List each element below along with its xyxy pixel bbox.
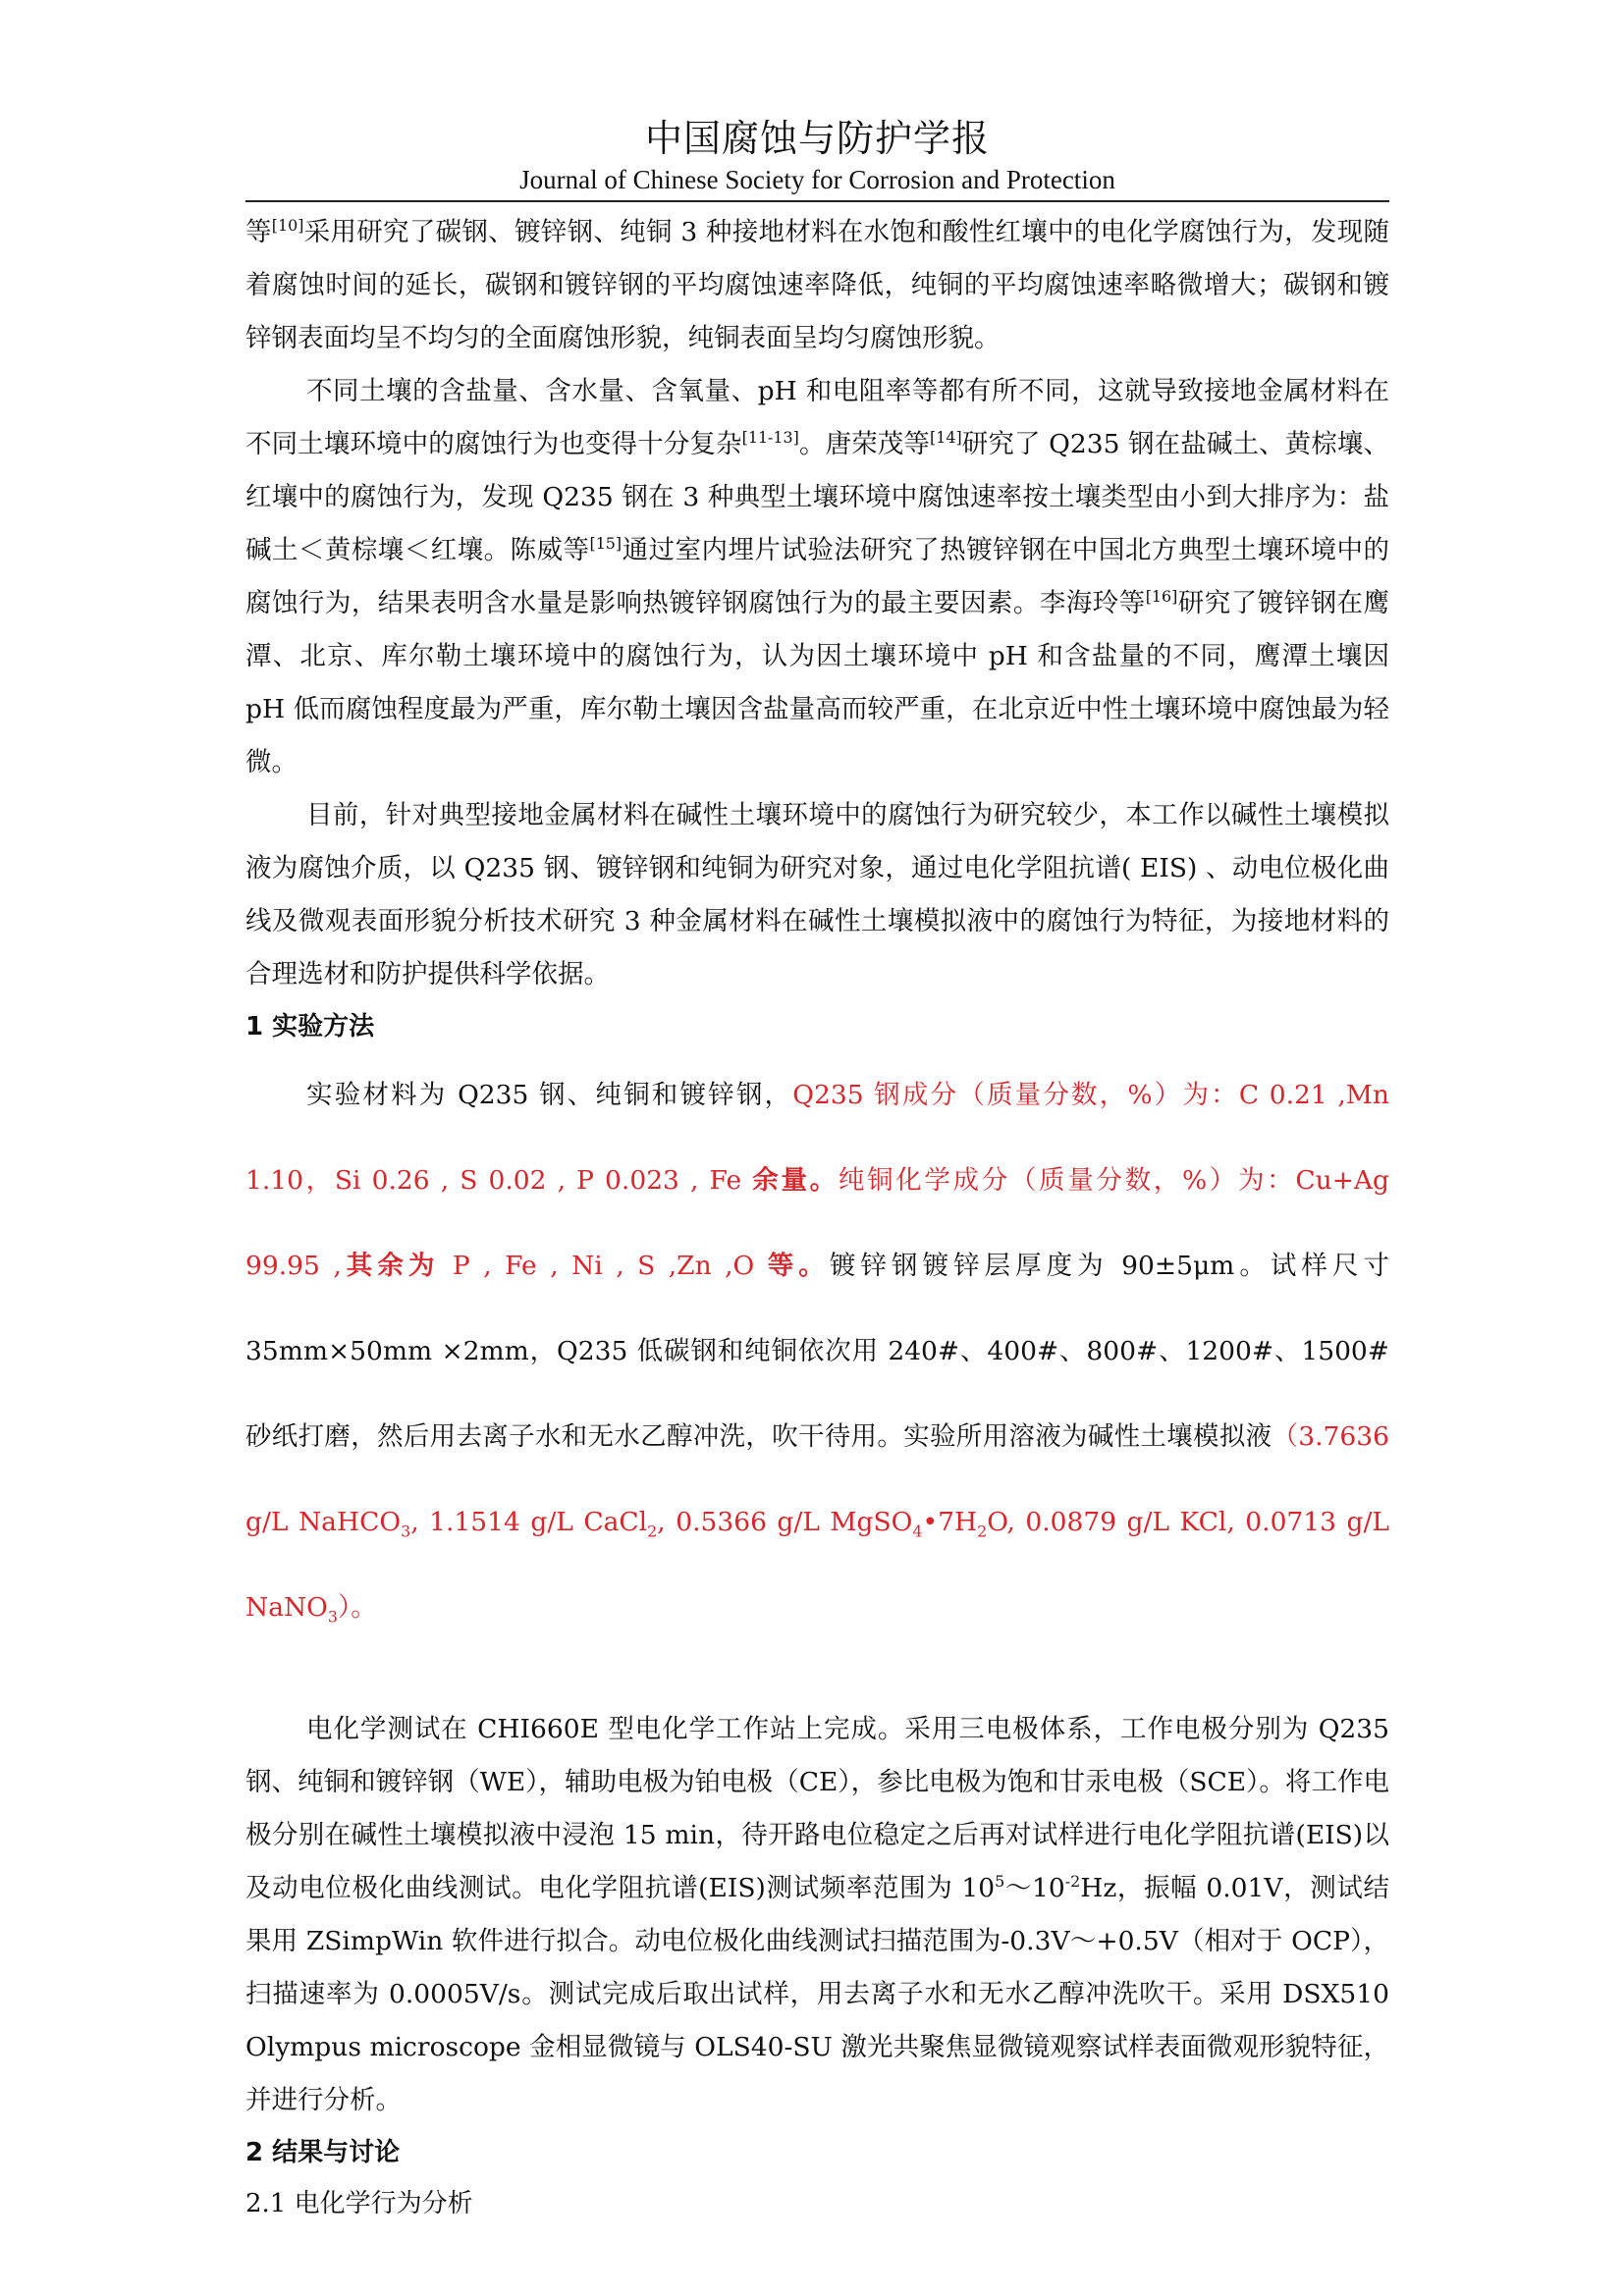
text-run: , 0.5366 g/L MgSO xyxy=(657,1507,913,1537)
journal-title-en: Journal of Chinese Society for Corrosion and Protection xyxy=(519,165,1115,194)
composition-text: Q235 钢成分（质量分数，%）为：C 0.21 ,Mn 1.10，Si 0.26 , S 0.02 , P 0.023 , Fe xyxy=(245,1080,1389,1196)
text-run: 不同土壤的含盐量、含水量、含氧量、pH 和电阻率等都有所不同，这就导致接地金属材料在不同土壤环境中的腐蚀行为也变得十分复杂 xyxy=(245,376,1389,459)
text-run: 等 xyxy=(245,217,272,247)
paragraph-2 xyxy=(245,365,1389,789)
citation: [11-13] xyxy=(741,428,799,448)
text-run: 采用研究了碳钢、镀锌钢、纯铜 3 种接地材料在水饱和酸性红壤中的电化学腐蚀行为，发现随着腐蚀时间的延长，碳钢和镀锌钢的平均腐蚀速率降低，纯铜的平均腐蚀速率略微增大；碳钢和镀锌钢表面均呈不均匀的全面腐蚀形貌，纯铜表面呈均匀腐蚀形貌。 xyxy=(245,217,1390,353)
section-heading-1: 1 实验方法 xyxy=(245,1012,375,1041)
text-run: Hz，振幅 0.01V，测试结果用 ZSimpWin 软件进行拟合。动电位极化曲线测试扫描范围为-0.3V～+0.5V（相对于 OCP），扫描速率为 0.0005V/s。测试完成后取出试样，用去离子水和无水乙醇冲洗吹干。采用 DSX510 Olympus microscope 金相显微镜与 OLS40-SU 激光共聚焦显微镜观察试样表面微观形貌特征，并进行分析。 xyxy=(245,1873,1389,2115)
citation: [14] xyxy=(930,428,962,448)
paragraph-3: 目前，针对典型接地金属材料在碱性土壤环境中的腐蚀行为研究较少，本工作以碱性土壤模拟液为腐蚀介质，以 Q235 钢、镀锌钢和纯铜为研究对象，通过电化学阻抗谱( EIS) 、动电位极化曲线及微观表面形貌分析技术研究 3 种金属材料在碱性土壤模拟液中的腐蚀行为特征，为接地材料的合理选材和防护提供科学依据。 xyxy=(245,800,1389,989)
subsection-heading-2-1: 2.1 电化学行为分析 xyxy=(245,2189,473,2218)
subscript: 2 xyxy=(977,1522,988,1541)
citation: [15] xyxy=(589,534,623,554)
superscript: -2 xyxy=(1064,1872,1081,1892)
text-run: •7H xyxy=(922,1507,978,1537)
text-run: 研究了镀锌钢在鹰潭、北京、库尔勒土壤环境中的腐蚀行为，认为因土壤环境中 pH 和含盐量的不同，鹰潭土壤因 pH 低而腐蚀程度最为严重，库尔勒土壤因含盐量高而较严重，在北京近中性土壤环境中腐蚀最为轻微。 xyxy=(245,588,1390,777)
citation: [10] xyxy=(271,216,304,236)
citation: [16] xyxy=(1145,587,1178,607)
composition-text: 其余为 xyxy=(341,1251,440,1281)
text-run: , 1.1514 g/L CaCl xyxy=(410,1507,648,1537)
superscript: 5 xyxy=(995,1872,1005,1892)
paragraph-1 xyxy=(245,206,1389,365)
composition-text: 余量。 xyxy=(752,1165,839,1196)
composition-text: 纯铜化学成分（质量分数，%）为：Cu+Ag 99.95 , xyxy=(245,1165,1389,1281)
subscript: 4 xyxy=(912,1522,923,1541)
subscript: 3 xyxy=(327,1607,339,1627)
text-run: 。唐荣茂等 xyxy=(798,429,931,459)
paragraph-5 xyxy=(245,1703,1389,2127)
journal-title-cn: 中国腐蚀与防护学报 xyxy=(644,117,990,160)
text-run: 镀锌钢镀锌层厚度为 90±5μm。试样尺寸 35mm×50mm ×2mm，Q235 低碳钢和纯铜依次用 240#、400#、800#、1200#、1500#砂纸打磨，然后用去离子水和无水乙醇冲洗，吹干待用。实验所用溶液为碱性土壤模拟液 xyxy=(245,1251,1390,1452)
paragraph-4 xyxy=(245,1052,1389,1650)
subscript: 3 xyxy=(401,1522,411,1541)
composition-text: P , Fe , Ni , S ,Zn ,O xyxy=(439,1251,768,1281)
text-run: ）。 xyxy=(338,1592,377,1623)
journal-header xyxy=(245,116,1389,196)
text-run: 研究了 Q235 钢在盐碱土、黄棕壤、红壤中的腐蚀行为，发现 Q235 钢在 3 种典型土壤环境中腐蚀速率按土壤类型由小到大排序为：盐碱土＜黄棕壤＜红壤。陈威等 xyxy=(245,429,1390,565)
text-run: 通过室内埋片试验法研究了热镀锌钢在中国北方典型土壤环境中的腐蚀行为，结果表明含水量是影响热镀锌钢腐蚀行为的最主要因素。李海玲等 xyxy=(245,535,1390,618)
composition-text: 等。 xyxy=(767,1251,830,1281)
article-body xyxy=(245,206,1389,2229)
text-run: 电化学测试在 CHI660E 型电化学工作站上完成。采用三电极体系，工作电极分别为 Q235 钢、纯铜和镀锌钢（WE），辅助电极为铂电极（CE），参比电极为饱和甘汞电极（SCE）。将工作电极分别在碱性土壤模拟液中浸泡 15 min，待开路电位稳定之后再对试样进行电化学阻抗谱(EIS)以及动电位极化曲线测试。电化学阻抗谱(EIS)测试频率范围为 10 xyxy=(245,1714,1389,1903)
header-rule xyxy=(245,200,1389,202)
paragraph-gap xyxy=(245,1650,1389,1703)
text-run: O, 0.0879 g/L KCl, 0.0713 g/L NaNO xyxy=(245,1507,1389,1623)
text-run: 实验材料为 Q235 钢、纯铜和镀锌钢， xyxy=(306,1080,793,1110)
section-heading-2: 2 结果与讨论 xyxy=(245,2138,401,2167)
subscript: 2 xyxy=(647,1522,658,1541)
text-run: （3.7636 g/L NaHCO xyxy=(245,1421,1389,1537)
text-run: ～10 xyxy=(1004,1873,1065,1903)
